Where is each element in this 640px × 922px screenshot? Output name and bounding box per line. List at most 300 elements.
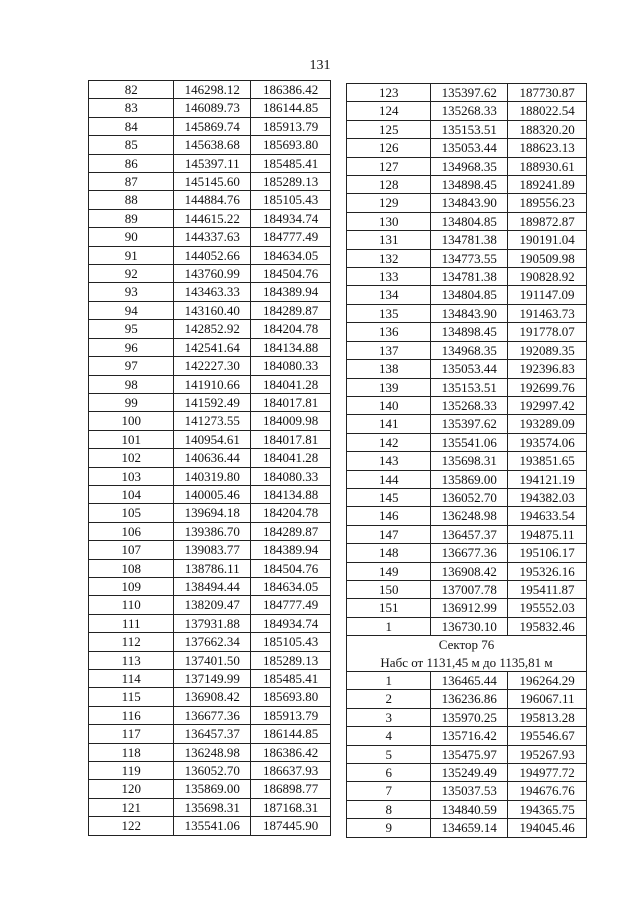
x-coordinate-cell: 140319.80 xyxy=(174,467,251,485)
table-row xyxy=(347,304,587,322)
x-coordinate-cell: 144337.63 xyxy=(174,228,251,246)
y-coordinate-cell: 193574.06 xyxy=(508,433,587,451)
point-number-cell: 109 xyxy=(89,577,174,595)
point-number-cell: 145 xyxy=(347,488,431,506)
y-coordinate-cell: 188930.61 xyxy=(508,157,587,175)
point-number-cell: 134 xyxy=(347,286,431,304)
x-coordinate-cell: 135053.44 xyxy=(431,139,508,157)
x-coordinate-cell: 135037.53 xyxy=(431,782,508,800)
x-coordinate-cell: 140954.61 xyxy=(174,430,251,448)
x-coordinate-cell: 135541.06 xyxy=(174,817,251,835)
y-coordinate-cell: 194045.46 xyxy=(508,819,587,837)
point-number-cell: 114 xyxy=(89,670,174,688)
x-coordinate-cell: 146089.73 xyxy=(174,99,251,117)
point-number-cell: 98 xyxy=(89,375,174,393)
x-coordinate-cell: 136908.42 xyxy=(431,562,508,580)
y-coordinate-cell: 195267.93 xyxy=(508,745,587,763)
point-number-cell: 144 xyxy=(347,470,431,488)
y-coordinate-cell: 184080.33 xyxy=(251,357,331,375)
point-number-cell: 83 xyxy=(89,99,174,117)
point-number-cell: 127 xyxy=(347,157,431,175)
y-coordinate-cell: 189241.89 xyxy=(508,176,587,194)
x-coordinate-cell: 145397.11 xyxy=(174,154,251,172)
x-coordinate-cell: 134968.35 xyxy=(431,341,508,359)
x-coordinate-cell: 136465.44 xyxy=(431,672,508,690)
point-number-cell: 6 xyxy=(347,764,431,782)
point-number-cell: 93 xyxy=(89,283,174,301)
point-number-cell: 102 xyxy=(89,449,174,467)
x-coordinate-cell: 134898.45 xyxy=(431,323,508,341)
y-coordinate-cell: 184009.98 xyxy=(251,412,331,430)
point-number-cell: 130 xyxy=(347,212,431,230)
table-row xyxy=(347,102,587,120)
point-number-cell: 96 xyxy=(89,338,174,356)
point-number-cell: 142 xyxy=(347,433,431,451)
point-number-cell: 116 xyxy=(89,706,174,724)
table-row xyxy=(89,412,331,430)
y-coordinate-cell: 192089.35 xyxy=(508,341,587,359)
table-row xyxy=(347,139,587,157)
x-coordinate-cell: 136457.37 xyxy=(431,525,508,543)
x-coordinate-cell: 134843.90 xyxy=(431,194,508,212)
y-coordinate-cell: 190191.04 xyxy=(508,231,587,249)
point-number-cell: 9 xyxy=(347,819,431,837)
x-coordinate-cell: 135541.06 xyxy=(431,433,508,451)
point-number-cell: 139 xyxy=(347,378,431,396)
y-coordinate-cell: 184289.87 xyxy=(251,301,331,319)
x-coordinate-cell: 135153.51 xyxy=(431,378,508,396)
point-number-cell: 4 xyxy=(347,727,431,745)
x-coordinate-cell: 134659.14 xyxy=(431,819,508,837)
coordinates-table-left xyxy=(88,80,331,836)
table-row xyxy=(89,81,331,99)
x-coordinate-cell: 136912.99 xyxy=(431,599,508,617)
point-number-cell: 118 xyxy=(89,743,174,761)
point-number-cell: 112 xyxy=(89,633,174,651)
y-coordinate-cell: 186898.77 xyxy=(251,780,331,798)
table-row xyxy=(347,745,587,763)
point-number-cell: 138 xyxy=(347,360,431,378)
y-coordinate-cell: 195813.28 xyxy=(508,708,587,726)
point-number-cell: 7 xyxy=(347,782,431,800)
y-coordinate-cell: 195106.17 xyxy=(508,544,587,562)
table-row xyxy=(347,176,587,194)
table-row xyxy=(89,670,331,688)
x-coordinate-cell: 140636.44 xyxy=(174,449,251,467)
point-number-cell: 108 xyxy=(89,559,174,577)
point-number-cell: 125 xyxy=(347,120,431,138)
table-row xyxy=(347,84,587,102)
point-number-cell: 110 xyxy=(89,596,174,614)
x-coordinate-cell: 136457.37 xyxy=(174,725,251,743)
point-number-cell: 5 xyxy=(347,745,431,763)
point-number-cell: 117 xyxy=(89,725,174,743)
point-number-cell: 86 xyxy=(89,154,174,172)
table-row xyxy=(347,782,587,800)
table-row xyxy=(347,488,587,506)
x-coordinate-cell: 135970.25 xyxy=(431,708,508,726)
y-coordinate-cell: 195832.46 xyxy=(508,617,587,635)
table-row xyxy=(89,541,331,559)
y-coordinate-cell: 184204.78 xyxy=(251,504,331,522)
y-coordinate-cell: 186144.85 xyxy=(251,99,331,117)
point-number-cell: 143 xyxy=(347,452,431,470)
y-coordinate-cell: 185693.80 xyxy=(251,688,331,706)
point-number-cell: 95 xyxy=(89,320,174,338)
y-coordinate-cell: 184134.88 xyxy=(251,338,331,356)
point-number-cell: 129 xyxy=(347,194,431,212)
point-number-cell: 104 xyxy=(89,485,174,503)
y-coordinate-cell: 184041.28 xyxy=(251,449,331,467)
y-coordinate-cell: 184389.94 xyxy=(251,283,331,301)
y-coordinate-cell: 188022.54 xyxy=(508,102,587,120)
y-coordinate-cell: 193851.65 xyxy=(508,452,587,470)
point-number-cell: 111 xyxy=(89,614,174,632)
y-coordinate-cell: 190509.98 xyxy=(508,249,587,267)
x-coordinate-cell: 134840.59 xyxy=(431,800,508,818)
table-row xyxy=(89,283,331,301)
x-coordinate-cell: 145869.74 xyxy=(174,117,251,135)
x-coordinate-cell: 139386.70 xyxy=(174,522,251,540)
y-coordinate-cell: 195546.67 xyxy=(508,727,587,745)
sector-header xyxy=(347,636,587,672)
x-coordinate-cell: 136236.86 xyxy=(431,690,508,708)
x-coordinate-cell: 135153.51 xyxy=(431,120,508,138)
y-coordinate-cell: 191778.07 xyxy=(508,323,587,341)
point-number-cell: 113 xyxy=(89,651,174,669)
x-coordinate-cell: 138786.11 xyxy=(174,559,251,577)
y-coordinate-cell: 187168.31 xyxy=(251,798,331,816)
point-number-cell: 89 xyxy=(89,209,174,227)
y-coordinate-cell: 196067.11 xyxy=(508,690,587,708)
x-coordinate-cell: 135397.62 xyxy=(431,415,508,433)
y-coordinate-cell: 195326.16 xyxy=(508,562,587,580)
y-coordinate-cell: 194676.76 xyxy=(508,782,587,800)
x-coordinate-cell: 145638.68 xyxy=(174,136,251,154)
x-coordinate-cell: 144052.66 xyxy=(174,246,251,264)
point-number-cell: 131 xyxy=(347,231,431,249)
table-row xyxy=(347,231,587,249)
table-row xyxy=(347,341,587,359)
point-number-cell: 123 xyxy=(347,84,431,102)
table-row xyxy=(347,360,587,378)
x-coordinate-cell: 143760.99 xyxy=(174,265,251,283)
table-row xyxy=(89,393,331,411)
table-row xyxy=(347,562,587,580)
point-number-cell: 1 xyxy=(347,672,431,690)
x-coordinate-cell: 134968.35 xyxy=(431,157,508,175)
y-coordinate-cell: 185913.79 xyxy=(251,706,331,724)
point-number-cell: 2 xyxy=(347,690,431,708)
table-row xyxy=(347,727,587,745)
table-row xyxy=(89,522,331,540)
table-row xyxy=(347,764,587,782)
x-coordinate-cell: 135698.31 xyxy=(174,798,251,816)
point-number-cell: 147 xyxy=(347,525,431,543)
table-row xyxy=(347,580,587,598)
table-row xyxy=(347,268,587,286)
x-coordinate-cell: 136248.98 xyxy=(174,743,251,761)
table-row xyxy=(89,817,331,835)
point-number-cell: 100 xyxy=(89,412,174,430)
point-number-cell: 8 xyxy=(347,800,431,818)
y-coordinate-cell: 185289.13 xyxy=(251,651,331,669)
x-coordinate-cell: 137931.88 xyxy=(174,614,251,632)
table-row xyxy=(89,265,331,283)
table-row xyxy=(89,467,331,485)
y-coordinate-cell: 194633.54 xyxy=(508,507,587,525)
coordinates-table-right xyxy=(346,83,587,838)
x-coordinate-cell: 135053.44 xyxy=(431,360,508,378)
table-row xyxy=(347,690,587,708)
x-coordinate-cell: 140005.46 xyxy=(174,485,251,503)
point-number-cell: 141 xyxy=(347,415,431,433)
point-number-cell: 133 xyxy=(347,268,431,286)
point-number-cell: 124 xyxy=(347,102,431,120)
table-row xyxy=(89,173,331,191)
table-row xyxy=(347,120,587,138)
sector-header-row xyxy=(347,636,587,672)
point-number-cell: 149 xyxy=(347,562,431,580)
table-row xyxy=(89,725,331,743)
x-coordinate-cell: 143160.40 xyxy=(174,301,251,319)
table-row xyxy=(89,320,331,338)
y-coordinate-cell: 184080.33 xyxy=(251,467,331,485)
point-number-cell: 136 xyxy=(347,323,431,341)
point-number-cell: 140 xyxy=(347,396,431,414)
x-coordinate-cell: 134804.85 xyxy=(431,212,508,230)
table-row xyxy=(347,194,587,212)
point-number-cell: 107 xyxy=(89,541,174,559)
point-number-cell: 106 xyxy=(89,522,174,540)
point-number-cell: 115 xyxy=(89,688,174,706)
table-row xyxy=(347,157,587,175)
y-coordinate-cell: 184017.81 xyxy=(251,430,331,448)
x-coordinate-cell: 136052.70 xyxy=(174,762,251,780)
table-row xyxy=(347,507,587,525)
x-coordinate-cell: 136730.10 xyxy=(431,617,508,635)
x-coordinate-cell: 134898.45 xyxy=(431,176,508,194)
y-coordinate-cell: 194875.11 xyxy=(508,525,587,543)
x-coordinate-cell: 137662.34 xyxy=(174,633,251,651)
y-coordinate-cell: 195552.03 xyxy=(508,599,587,617)
y-coordinate-cell: 184934.74 xyxy=(251,209,331,227)
x-coordinate-cell: 134843.90 xyxy=(431,304,508,322)
y-coordinate-cell: 185485.41 xyxy=(251,154,331,172)
y-coordinate-cell: 184289.87 xyxy=(251,522,331,540)
point-number-cell: 90 xyxy=(89,228,174,246)
point-number-cell: 121 xyxy=(89,798,174,816)
y-coordinate-cell: 184934.74 xyxy=(251,614,331,632)
point-number-cell: 103 xyxy=(89,467,174,485)
y-coordinate-cell: 184504.76 xyxy=(251,265,331,283)
table-row xyxy=(89,136,331,154)
x-coordinate-cell: 139083.77 xyxy=(174,541,251,559)
y-coordinate-cell: 192396.83 xyxy=(508,360,587,378)
sector-subtitle: Набс от 1131,45 м до 1135,81 м xyxy=(380,654,553,670)
y-coordinate-cell: 184634.05 xyxy=(251,577,331,595)
x-coordinate-cell: 141273.55 xyxy=(174,412,251,430)
point-number-cell: 128 xyxy=(347,176,431,194)
x-coordinate-cell: 134773.55 xyxy=(431,249,508,267)
point-number-cell: 119 xyxy=(89,762,174,780)
table-row xyxy=(347,396,587,414)
x-coordinate-cell: 134781.38 xyxy=(431,268,508,286)
y-coordinate-cell: 192699.76 xyxy=(508,378,587,396)
y-coordinate-cell: 184504.76 xyxy=(251,559,331,577)
table-row xyxy=(89,191,331,209)
x-coordinate-cell: 141592.49 xyxy=(174,393,251,411)
table-row xyxy=(89,338,331,356)
x-coordinate-cell: 135249.49 xyxy=(431,764,508,782)
table-row xyxy=(347,708,587,726)
table-row xyxy=(89,99,331,117)
x-coordinate-cell: 135716.42 xyxy=(431,727,508,745)
x-coordinate-cell: 135475.97 xyxy=(431,745,508,763)
y-coordinate-cell: 184389.94 xyxy=(251,541,331,559)
point-number-cell: 85 xyxy=(89,136,174,154)
x-coordinate-cell: 138209.47 xyxy=(174,596,251,614)
table-row xyxy=(347,433,587,451)
table-row xyxy=(347,212,587,230)
table-row xyxy=(89,743,331,761)
point-number-cell: 84 xyxy=(89,117,174,135)
x-coordinate-cell: 143463.33 xyxy=(174,283,251,301)
y-coordinate-cell: 185105.43 xyxy=(251,633,331,651)
x-coordinate-cell: 135698.31 xyxy=(431,452,508,470)
y-coordinate-cell: 191463.73 xyxy=(508,304,587,322)
point-number-cell: 99 xyxy=(89,393,174,411)
y-coordinate-cell: 191147.09 xyxy=(508,286,587,304)
table-row xyxy=(89,246,331,264)
y-coordinate-cell: 185485.41 xyxy=(251,670,331,688)
y-coordinate-cell: 196264.29 xyxy=(508,672,587,690)
point-number-cell: 97 xyxy=(89,357,174,375)
y-coordinate-cell: 185289.13 xyxy=(251,173,331,191)
page-number: 131 xyxy=(309,58,331,73)
y-coordinate-cell: 184204.78 xyxy=(251,320,331,338)
y-coordinate-cell: 186386.42 xyxy=(251,81,331,99)
y-coordinate-cell: 189556.23 xyxy=(508,194,587,212)
table-row xyxy=(89,228,331,246)
table-row xyxy=(89,430,331,448)
table-row xyxy=(89,209,331,227)
table-row xyxy=(89,596,331,614)
table-row xyxy=(89,504,331,522)
y-coordinate-cell: 184017.81 xyxy=(251,393,331,411)
table-row xyxy=(347,672,587,690)
point-number-cell: 146 xyxy=(347,507,431,525)
table-row xyxy=(89,633,331,651)
table-row xyxy=(347,452,587,470)
table-row xyxy=(89,762,331,780)
point-number-cell: 148 xyxy=(347,544,431,562)
x-coordinate-cell: 137401.50 xyxy=(174,651,251,669)
table-row xyxy=(347,249,587,267)
table-row xyxy=(89,485,331,503)
point-number-cell: 82 xyxy=(89,81,174,99)
y-coordinate-cell: 186144.85 xyxy=(251,725,331,743)
table-row xyxy=(347,544,587,562)
x-coordinate-cell: 142227.30 xyxy=(174,357,251,375)
point-number-cell: 122 xyxy=(89,817,174,835)
y-coordinate-cell: 193289.09 xyxy=(508,415,587,433)
table-row xyxy=(89,154,331,172)
point-number-cell: 101 xyxy=(89,430,174,448)
table-row xyxy=(89,798,331,816)
point-number-cell: 132 xyxy=(347,249,431,267)
x-coordinate-cell: 135397.62 xyxy=(431,84,508,102)
x-coordinate-cell: 145145.60 xyxy=(174,173,251,191)
point-number-cell: 94 xyxy=(89,301,174,319)
x-coordinate-cell: 135869.00 xyxy=(174,780,251,798)
point-number-cell: 91 xyxy=(89,246,174,264)
point-number-cell: 135 xyxy=(347,304,431,322)
x-coordinate-cell: 136052.70 xyxy=(431,488,508,506)
table-row xyxy=(89,688,331,706)
y-coordinate-cell: 188320.20 xyxy=(508,120,587,138)
x-coordinate-cell: 141910.66 xyxy=(174,375,251,393)
x-coordinate-cell: 136908.42 xyxy=(174,688,251,706)
y-coordinate-cell: 184041.28 xyxy=(251,375,331,393)
table-row xyxy=(347,286,587,304)
table-row xyxy=(89,651,331,669)
table-row xyxy=(89,706,331,724)
y-coordinate-cell: 184777.49 xyxy=(251,228,331,246)
point-number-cell: 1 xyxy=(347,617,431,635)
table-row xyxy=(347,617,587,635)
x-coordinate-cell: 144615.22 xyxy=(174,209,251,227)
x-coordinate-cell: 146298.12 xyxy=(174,81,251,99)
point-number-cell: 88 xyxy=(89,191,174,209)
y-coordinate-cell: 187445.90 xyxy=(251,817,331,835)
x-coordinate-cell: 137007.78 xyxy=(431,580,508,598)
point-number-cell: 105 xyxy=(89,504,174,522)
table-row xyxy=(347,525,587,543)
point-number-cell: 151 xyxy=(347,599,431,617)
y-coordinate-cell: 184134.88 xyxy=(251,485,331,503)
point-number-cell: 120 xyxy=(89,780,174,798)
point-number-cell: 3 xyxy=(347,708,431,726)
x-coordinate-cell: 135268.33 xyxy=(431,102,508,120)
x-coordinate-cell: 138494.44 xyxy=(174,577,251,595)
x-coordinate-cell: 142852.92 xyxy=(174,320,251,338)
table-row xyxy=(347,599,587,617)
table-row xyxy=(89,449,331,467)
table-row xyxy=(89,301,331,319)
y-coordinate-cell: 189872.87 xyxy=(508,212,587,230)
y-coordinate-cell: 195411.87 xyxy=(508,580,587,598)
x-coordinate-cell: 134781.38 xyxy=(431,231,508,249)
y-coordinate-cell: 186386.42 xyxy=(251,743,331,761)
y-coordinate-cell: 184634.05 xyxy=(251,246,331,264)
table-row xyxy=(347,470,587,488)
x-coordinate-cell: 142541.64 xyxy=(174,338,251,356)
table-row xyxy=(89,614,331,632)
x-coordinate-cell: 139694.18 xyxy=(174,504,251,522)
point-number-cell: 137 xyxy=(347,341,431,359)
y-coordinate-cell: 185913.79 xyxy=(251,117,331,135)
x-coordinate-cell: 135869.00 xyxy=(431,470,508,488)
table-row xyxy=(347,378,587,396)
x-coordinate-cell: 134804.85 xyxy=(431,286,508,304)
point-number-cell: 150 xyxy=(347,580,431,598)
y-coordinate-cell: 184777.49 xyxy=(251,596,331,614)
point-number-cell: 126 xyxy=(347,139,431,157)
y-coordinate-cell: 187730.87 xyxy=(508,84,587,102)
y-coordinate-cell: 185693.80 xyxy=(251,136,331,154)
table-row xyxy=(347,819,587,837)
